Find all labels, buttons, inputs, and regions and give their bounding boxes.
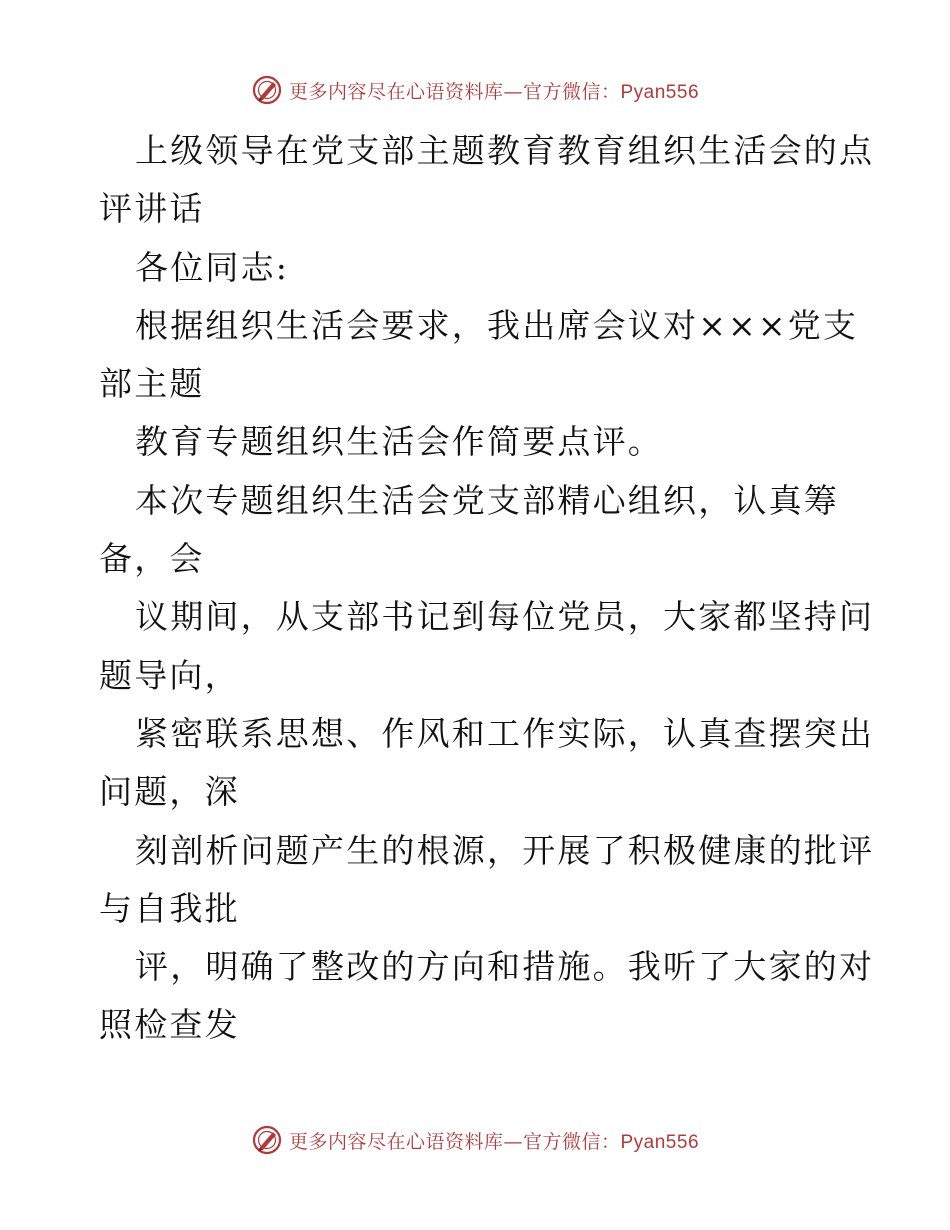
pen-seal-icon	[251, 74, 283, 106]
header-wechat-id: Pyan556	[620, 81, 700, 103]
salutation: 各位同志:	[135, 247, 290, 287]
paragraph-line: 根据组织生活会要求，我出席会议对×××党支	[135, 305, 859, 345]
header-text	[289, 77, 699, 104]
footer-wechat-label: 官方微信：	[522, 1130, 621, 1153]
paragraph-line: 备，会	[99, 539, 205, 579]
header-banner	[0, 70, 950, 110]
document-body	[99, 122, 875, 1055]
footer-banner	[0, 1120, 950, 1160]
footer-dash: —	[503, 1130, 523, 1153]
footer-site-text: 更多内容尽在心语资料库	[288, 1130, 504, 1153]
footer-wechat-id: Pyan556	[620, 1131, 700, 1153]
paragraph-line: 照检查发	[99, 1005, 240, 1045]
paragraph-line: 题导向，	[99, 655, 240, 695]
header-dash: —	[503, 80, 523, 103]
paragraph-line: 问题，深	[99, 772, 240, 812]
footer-text	[289, 1127, 699, 1154]
header-site-text: 更多内容尽在心语资料库	[288, 80, 504, 103]
title-line-2: 评讲话	[99, 189, 205, 229]
pen-seal-icon	[251, 1124, 283, 1156]
paragraph-line: 评，明确了整改的方向和措施。我听了大家的对	[135, 947, 875, 987]
paragraph-line: 紧密联系思想、作风和工作实际，认真查摆突出	[135, 713, 875, 753]
paragraph-line: 议期间，从支部书记到每位党员，大家都坚持问	[135, 597, 875, 637]
title-line-1: 上级领导在党支部主题教育教育组织生活会的点	[135, 131, 875, 170]
header-wechat-label: 官方微信：	[522, 80, 621, 103]
paragraph-line: 与自我批	[99, 888, 240, 928]
paragraph-line: 教育专题组织生活会作简要点评。	[135, 422, 663, 462]
paragraph-line: 刻剖析问题产生的根源，开展了积极健康的批评	[135, 830, 875, 870]
paragraph-line: 本次专题组织生活会党支部精心组织，认真筹	[135, 480, 839, 520]
paragraph-line: 部主题	[99, 364, 205, 404]
